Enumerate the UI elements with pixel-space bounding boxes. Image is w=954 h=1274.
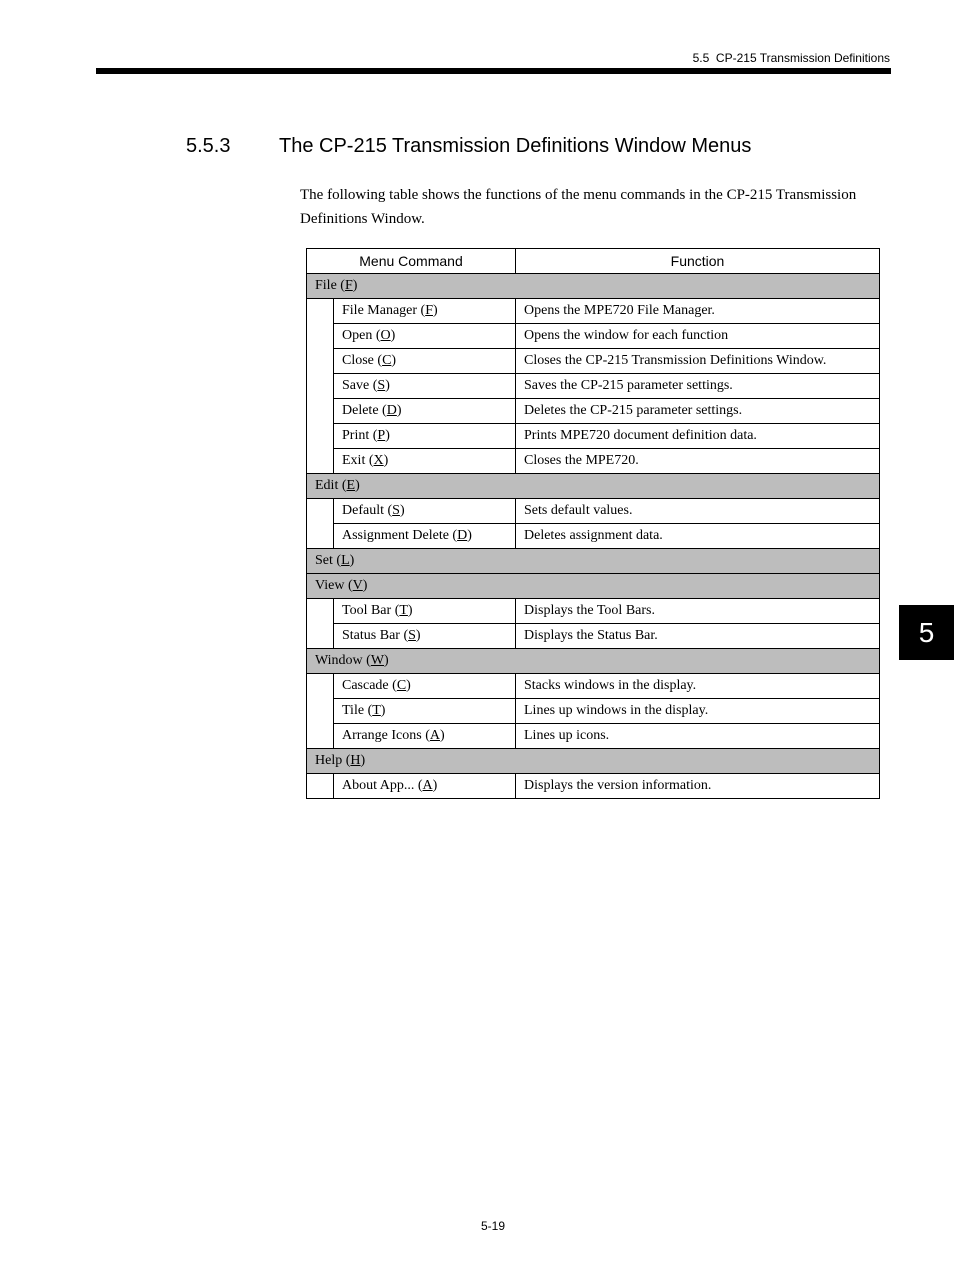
menu-group-cell: File (F) (307, 274, 880, 299)
menu-command-cell: File Manager (F) (334, 299, 516, 324)
menu-label: Arrange Icons (342, 728, 422, 743)
menu-command-cell: Default (S) (334, 499, 516, 524)
menu-function-cell: Prints MPE720 document definition data. (516, 424, 880, 449)
chapter-tab: 5 (899, 605, 954, 660)
menu-item-row (307, 499, 880, 524)
indent-cell (307, 299, 334, 474)
mnemonic-key: A (422, 778, 433, 793)
menu-command-cell: Status Bar (S) (334, 624, 516, 649)
menu-label: File Manager (342, 303, 418, 318)
menu-command-table (306, 248, 880, 799)
menu-function-cell: Displays the version information. (516, 774, 880, 799)
menu-group-row (307, 574, 880, 599)
menu-function-cell: Lines up icons. (516, 724, 880, 749)
section-heading (186, 135, 751, 158)
menu-group-cell: Edit (E) (307, 474, 880, 499)
menu-group-cell: View (V) (307, 574, 880, 599)
menu-command-cell: Save (S) (334, 374, 516, 399)
menu-item-row (307, 424, 880, 449)
menu-function-cell: Deletes assignment data. (516, 524, 880, 549)
menu-group-row (307, 274, 880, 299)
menu-function-cell: Closes the CP-215 Transmission Definitions Window. (516, 349, 880, 374)
mnemonic-key: E (346, 478, 356, 493)
menu-command-cell: Tile (T) (334, 699, 516, 724)
menu-item-row (307, 349, 880, 374)
menu-label: Status Bar (342, 628, 400, 643)
menu-function-cell: Opens the MPE720 File Manager. (516, 299, 880, 324)
menu-command-cell: Delete (D) (334, 399, 516, 424)
mnemonic-key: O (380, 328, 391, 343)
menu-label: Close (342, 353, 374, 368)
header-rule (96, 68, 891, 74)
menu-label: Tool Bar (342, 603, 392, 618)
page-number: 5-19 (480, 1219, 506, 1233)
menu-label: Tile (342, 703, 365, 718)
menu-function-cell: Stacks windows in the display. (516, 674, 880, 699)
menu-label: Edit (315, 478, 339, 493)
indent-cell (307, 599, 334, 649)
mnemonic-key: T (399, 603, 408, 618)
mnemonic-key: V (352, 578, 363, 593)
menu-item-row (307, 599, 880, 624)
column-header-menu-command: Menu Command (307, 249, 516, 274)
menu-group-cell: Help (H) (307, 749, 880, 774)
indent-cell (307, 499, 334, 549)
menu-item-row (307, 374, 880, 399)
indent-cell (307, 774, 334, 799)
menu-label: Open (342, 328, 373, 343)
intro-paragraph: The following table shows the functions of the menu commands in the CP-215 Transmission Definitions Window. (300, 187, 857, 227)
running-header: 5.5 CP-215 Transmission Definitions (692, 51, 890, 65)
menu-command-cell: Arrange Icons (A) (334, 724, 516, 749)
menu-label: Cascade (342, 678, 389, 693)
menu-command-cell: Close (C) (334, 349, 516, 374)
menu-command-cell: Open (O) (334, 324, 516, 349)
menu-item-row (307, 699, 880, 724)
mnemonic-key: S (377, 378, 386, 393)
mnemonic-key: A (429, 728, 440, 743)
menu-command-cell: Exit (X) (334, 449, 516, 474)
mnemonic-key: C (382, 353, 392, 368)
menu-label: Set (315, 553, 333, 568)
menu-label: File (315, 278, 337, 293)
column-header-function: Function (516, 249, 880, 274)
menu-label: Print (342, 428, 370, 443)
mnemonic-key: W (370, 653, 385, 668)
menu-table-body (307, 274, 880, 799)
menu-function-cell: Displays the Tool Bars. (516, 599, 880, 624)
menu-group-cell: Window (W) (307, 649, 880, 674)
mnemonic-key: S (408, 628, 416, 643)
menu-item-row (307, 724, 880, 749)
mnemonic-key: D (457, 528, 468, 543)
menu-function-cell: Opens the window for each function (516, 324, 880, 349)
mnemonic-key: T (372, 703, 381, 718)
menu-item-row (307, 299, 880, 324)
menu-command-cell: Tool Bar (T) (334, 599, 516, 624)
mnemonic-key: P (377, 428, 386, 443)
menu-group-row (307, 549, 880, 574)
menu-item-row (307, 524, 880, 549)
menu-label: Save (342, 378, 370, 393)
menu-label: Assignment Delete (342, 528, 449, 543)
menu-label: Help (315, 753, 343, 768)
menu-command-cell: Assignment Delete (D) (334, 524, 516, 549)
menu-function-cell: Lines up windows in the display. (516, 699, 880, 724)
menu-function-cell: Closes the MPE720. (516, 449, 880, 474)
menu-label: Window (315, 653, 363, 668)
menu-item-row (307, 774, 880, 799)
mnemonic-key: L (341, 553, 350, 568)
menu-label: View (315, 578, 345, 593)
mnemonic-key: H (350, 753, 361, 768)
menu-label: Default (342, 503, 384, 518)
menu-item-row (307, 324, 880, 349)
menu-function-cell: Saves the CP-215 parameter settings. (516, 374, 880, 399)
indent-cell (307, 674, 334, 749)
section-number: 5.5.3 (186, 135, 231, 157)
menu-group-row (307, 749, 880, 774)
mnemonic-key: X (373, 453, 384, 468)
menu-command-cell: Print (P) (334, 424, 516, 449)
section-title: The CP-215 Transmission Definitions Window Menus (279, 135, 752, 157)
menu-label: About App... (342, 778, 415, 793)
menu-label: Exit (342, 453, 366, 468)
menu-function-cell: Sets default values. (516, 499, 880, 524)
mnemonic-key: F (344, 278, 353, 293)
menu-item-row (307, 399, 880, 424)
menu-item-row (307, 449, 880, 474)
mnemonic-key: D (386, 403, 397, 418)
menu-label: Delete (342, 403, 379, 418)
mnemonic-key: S (392, 503, 400, 518)
mnemonic-key: C (396, 678, 407, 693)
menu-item-row (307, 674, 880, 699)
menu-group-row (307, 474, 880, 499)
menu-function-cell: Displays the Status Bar. (516, 624, 880, 649)
menu-item-row (307, 624, 880, 649)
menu-group-row (307, 649, 880, 674)
mnemonic-key: F (425, 303, 433, 318)
table-header-row (307, 249, 880, 274)
menu-command-cell: About App... (A) (334, 774, 516, 799)
menu-group-cell: Set (L) (307, 549, 880, 574)
menu-command-cell: Cascade (C) (334, 674, 516, 699)
menu-function-cell: Deletes the CP-215 parameter settings. (516, 399, 880, 424)
